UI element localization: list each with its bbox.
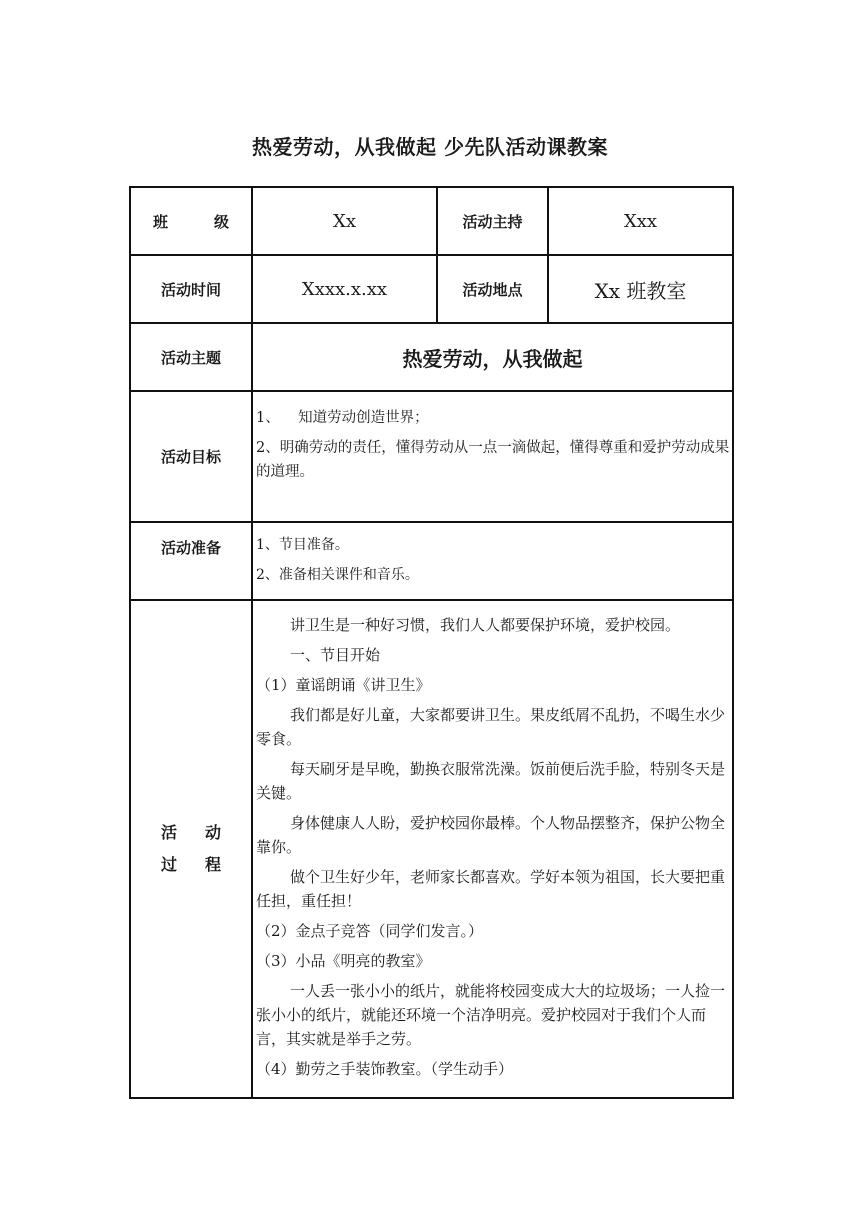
row-goals	[130, 391, 733, 522]
process-section-heading: 一、节目开始	[290, 646, 381, 664]
process-item-2: （2）金点子竞答（同学们发言。）	[256, 922, 484, 940]
theme-label: 活动主题	[130, 323, 252, 391]
row-time-place	[130, 255, 733, 323]
class-value: Xx	[252, 187, 437, 255]
process-content	[252, 600, 733, 1098]
host-value: Xxx	[548, 187, 733, 255]
goals-label: 活动目标	[130, 391, 252, 522]
goal-item-1: 1、 知道劳动创造世界；	[256, 410, 429, 426]
row-prep	[130, 522, 733, 600]
time-value: Xxxx.x.xx	[252, 255, 437, 323]
lesson-plan-table	[129, 186, 734, 1099]
process-item-3: （3）小品《明亮的教室》	[256, 952, 431, 970]
goals-content	[252, 391, 733, 522]
process-item-4: （4）勤劳之手装饰教室。（学生动手）	[256, 1060, 514, 1078]
process-rhyme-2: 每天刷牙是早晚，勤换衣服常洗澡。饭前便后洗手脸，特别冬天是关键。	[256, 760, 726, 802]
place-value: Xx 班教室	[548, 255, 733, 323]
process-skit-text: 一人丢一张小小的纸片，就能将校园变成大大的垃圾场；一人捡一张小小的纸片，就能还环境一个洁净明亮。爱护校园对于我们个人而言，其实就是举手之劳。	[256, 982, 726, 1048]
process-label-char-2: 动	[204, 823, 221, 842]
class-label	[130, 187, 252, 255]
process-rhyme-1: 我们都是好儿童，大家都要讲卫生。果皮纸屑不乱扔，不喝生水少零食。	[256, 706, 726, 748]
prep-item-2: 2、准备相关课件和音乐。	[256, 567, 419, 583]
theme-value: 热爱劳动，从我做起	[252, 323, 733, 391]
process-item-1: （1）童谣朗诵《讲卫生》	[256, 676, 431, 694]
place-label: 活动地点	[437, 255, 548, 323]
host-label: 活动主持	[437, 187, 548, 255]
time-label: 活动时间	[130, 255, 252, 323]
process-rhyme-3: 身体健康人人盼，爱护校园你最棒。个人物品摆整齐，保护公物全靠你。	[256, 814, 726, 856]
goal-item-2: 2、明确劳动的责任，懂得劳动从一点一滴做起，懂得尊重和爱护劳动成果的道理。	[256, 440, 730, 480]
class-label-char-1: 班	[152, 212, 168, 231]
row-class-host	[130, 187, 733, 255]
process-label-char-4: 程	[204, 855, 221, 874]
page-title: 热爱劳动，从我做起 少先队活动课教案	[252, 135, 608, 159]
process-label-char-3: 过	[160, 855, 177, 874]
prep-label: 活动准备	[130, 522, 252, 600]
prep-item-1: 1、节目准备。	[256, 537, 349, 553]
process-intro: 讲卫生是一种好习惯，我们人人都要保护环境，爱护校园。	[290, 616, 681, 634]
process-label	[130, 600, 252, 1098]
prep-content	[252, 522, 733, 600]
class-label-char-2: 级	[214, 212, 230, 231]
process-label-char-1: 活	[160, 823, 177, 842]
process-rhyme-4: 做个卫生好少年，老师家长都喜欢。学好本领为祖国，长大要把重任担，重任担！	[256, 868, 726, 910]
row-theme	[130, 323, 733, 391]
row-process	[130, 600, 733, 1098]
